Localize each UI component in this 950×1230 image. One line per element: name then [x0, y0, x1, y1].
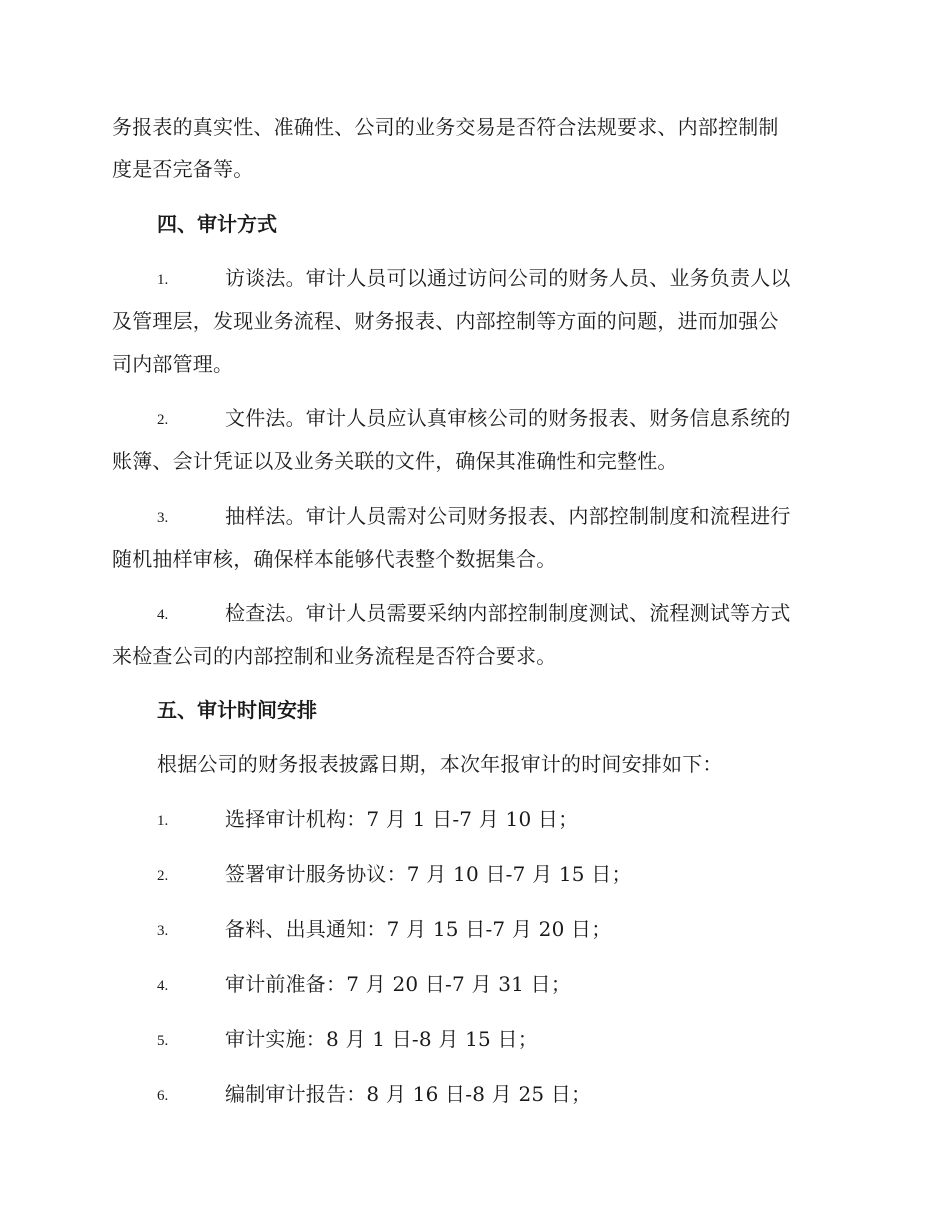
method-item-number: 1.	[157, 272, 169, 288]
schedule-item-text: 审计前准备：7 月 20 日-7 月 31 日；	[225, 972, 572, 996]
schedule-item-number: 5.	[157, 1033, 169, 1049]
schedule-item-number: 3.	[157, 923, 169, 939]
method-item-text: 抽样法。审计人员需对公司财务报表、内部控制制度和流程进行	[225, 504, 791, 528]
intro-line-1: 务报表的真实性、准确性、公司的业务交易是否符合法规要求、内部控制制	[112, 115, 779, 139]
schedule-item-number: 1.	[157, 813, 169, 829]
schedule-item-text: 选择审计机构：7 月 1 日-7 月 10 日；	[225, 807, 579, 831]
schedule-item-text: 审计实施：8 月 1 日-8 月 15 日；	[225, 1027, 538, 1051]
schedule-item-number: 4.	[157, 978, 169, 994]
method-item-1-line-2: 及管理层，发现业务流程、财务报表、内部控制等方面的问题，进而加强公	[112, 309, 779, 333]
section-4-heading: 四、审计方式	[157, 212, 277, 236]
section-5-heading: 五、审计时间安排	[157, 698, 317, 722]
method-item-text: 文件法。审计人员应认真审核公司的财务报表、财务信息系统的	[225, 406, 791, 430]
schedule-item-text: 签署审计服务协议：7 月 10 日-7 月 15 日；	[225, 862, 632, 886]
schedule-item-number: 2.	[157, 868, 169, 884]
method-item-1-line-3: 司内部管理。	[112, 352, 234, 376]
method-item-number: 4.	[157, 607, 169, 623]
schedule-intro: 根据公司的财务报表披露日期，本次年报审计的时间安排如下：	[157, 752, 723, 776]
method-item-text: 访谈法。审计人员可以通过访问公司的财务人员、业务负责人以	[225, 266, 791, 290]
method-item-text: 检查法。审计人员需要采纳内部控制制度测试、流程测试等方式	[225, 601, 791, 625]
schedule-item-text: 备料、出具通知：7 月 15 日-7 月 20 日；	[225, 917, 612, 941]
method-item-number: 3.	[157, 510, 169, 526]
method-item-4-line-2: 来检查公司的内部控制和业务流程是否符合要求。	[112, 644, 557, 668]
schedule-item-number: 6.	[157, 1088, 169, 1104]
method-item-number: 2.	[157, 412, 169, 428]
method-item-3-line-2: 随机抽样审核，确保样本能够代表整个数据集合。	[112, 547, 557, 571]
method-item-2-line-2: 账簿、会计凭证以及业务关联的文件，确保其准确性和完整性。	[112, 449, 678, 473]
schedule-item-text: 编制审计报告：8 月 16 日-8 月 25 日；	[225, 1082, 592, 1106]
intro-line-2: 度是否完备等。	[112, 157, 254, 181]
